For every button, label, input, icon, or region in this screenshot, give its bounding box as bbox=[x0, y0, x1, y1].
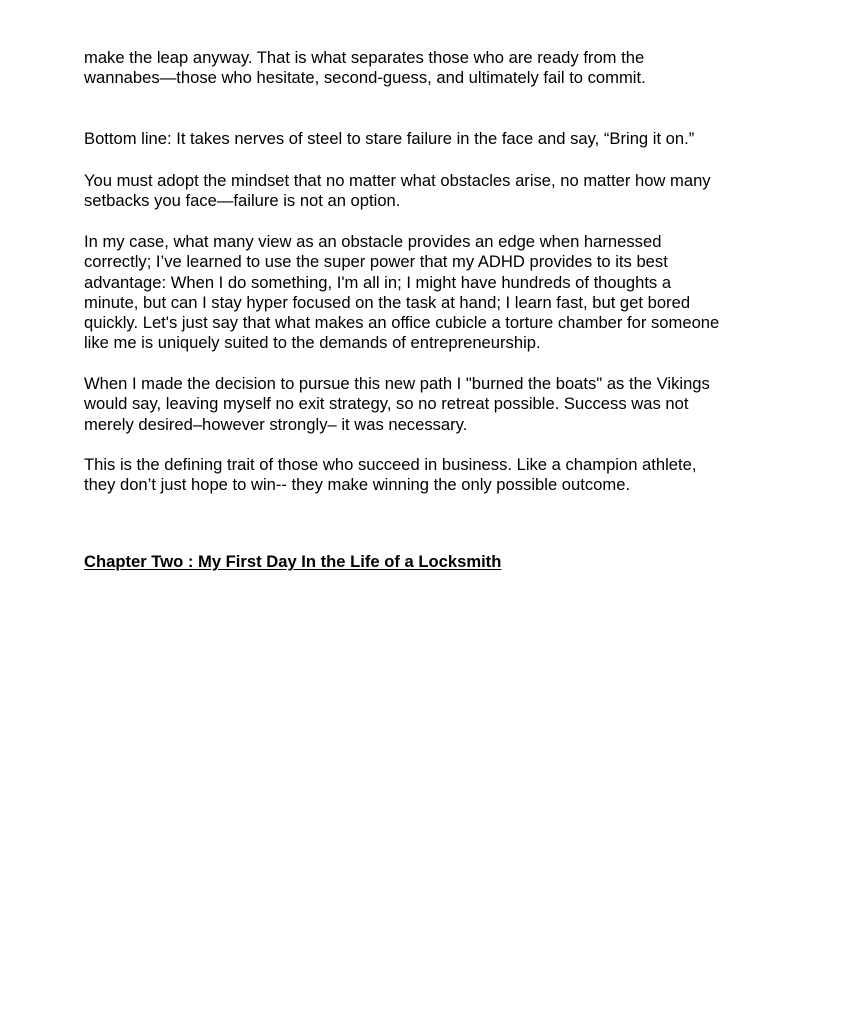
paragraph-defining-trait bbox=[84, 455, 696, 496]
paragraph-line: When I made the decision to pursue this new path I "burned the boats" as the Vikings bbox=[84, 374, 710, 393]
paragraph-line: quickly. Let's just say that what makes an office cubicle a torture chamber for someone bbox=[84, 313, 720, 333]
paragraph-line: they don’t just hope to win-- they make winning the only possible outcome. bbox=[84, 475, 631, 495]
paragraph-line: minute, but can I stay hyper focused on the task at hand; I learn fast, but get bored bbox=[84, 292, 691, 312]
paragraph-line: setbacks you face—failure is not an option. bbox=[84, 191, 401, 211]
paragraph-line: wannabes—those who hesitate, second-guess, and ultimately fail to commit. bbox=[84, 68, 646, 88]
paragraph-line: merely desired–however strongly– it was necessary. bbox=[84, 414, 468, 434]
paragraph-mindset bbox=[84, 171, 711, 212]
paragraph-line: This is the defining trait of those who succeed in business. Like a champion athlete, bbox=[84, 455, 697, 474]
paragraph-line: advantage: When I do something, I'm all in; I might have hundreds of thoughts a bbox=[84, 272, 672, 292]
paragraph-adhd bbox=[84, 232, 719, 354]
paragraph-line: Bottom line: It takes nerves of steel to stare failure in the face and say, “Bring it on.” bbox=[84, 129, 695, 148]
paragraph-line: You must adopt the mindset that no matter what obstacles arise, no matter how many bbox=[84, 171, 711, 190]
paragraph-line: make the leap anyway. That is what separates those who are ready from the bbox=[84, 48, 645, 67]
chapter-heading: Chapter Two : My First Day In the Life of a Locksmith bbox=[84, 552, 502, 571]
paragraph-burned-boats bbox=[84, 374, 710, 435]
paragraph-line: correctly; I’ve learned to use the super power that my ADHD provides to its best bbox=[84, 252, 668, 272]
paragraph-line: would say, leaving myself no exit strategy, so no retreat possible. Success was not bbox=[84, 394, 689, 414]
paragraph-leap bbox=[84, 48, 646, 89]
paragraph-line: like me is uniquely suited to the demands of entrepreneurship. bbox=[84, 333, 541, 353]
paragraph-line: In my case, what many view as an obstacle provides an edge when harnessed bbox=[84, 232, 662, 251]
paragraph-bottom-line bbox=[84, 129, 694, 149]
